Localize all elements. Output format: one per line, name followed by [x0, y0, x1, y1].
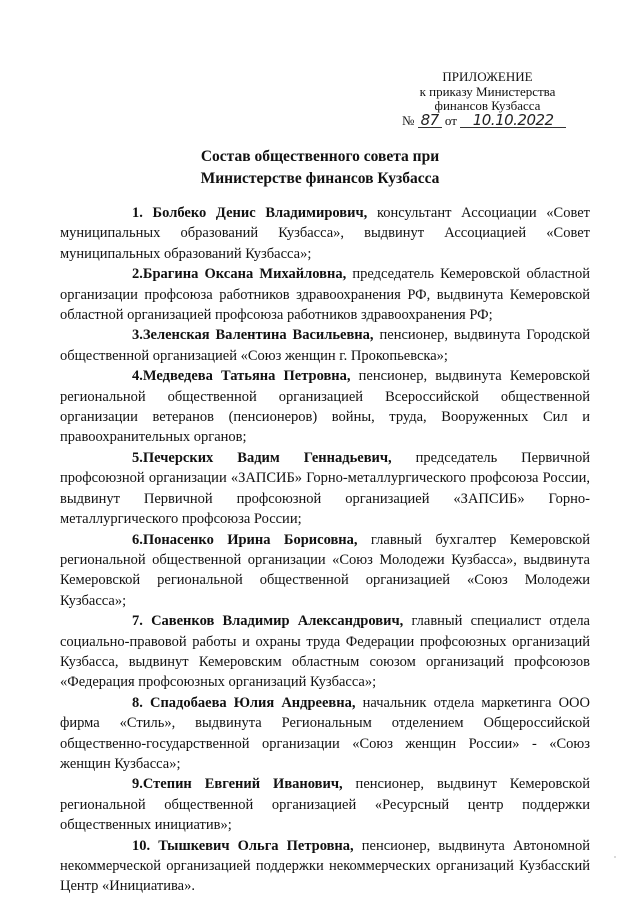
member-name: 3.Зеленская Валентина Васильевна,	[132, 327, 374, 344]
order-number-line	[402, 113, 602, 129]
list-item	[60, 530, 590, 612]
member-details: пенсионер, выдвинута Автономной некоммерческой организацией поддержки некоммерческих организаций Кузбасский Центр «Инициатива».	[60, 837, 590, 895]
member-name: 4.Медведева Татьяна Петровна,	[132, 368, 351, 385]
member-details: пенсионер, выдвинут Кемеровской региональной общественной организацией «Ресурсный центр поддержки общественных инициатив»;	[60, 776, 590, 834]
member-name: 2.Брагина Оксана Михайловна,	[132, 266, 347, 283]
member-details: консультант Ассоциации «Совет муниципальных образований Кузбасса», выдвинут Ассоциацией «Совет муниципальных образований Кузбасса»;	[60, 205, 590, 262]
order-number-handwritten: 87	[418, 113, 442, 128]
title-line-2: Министерстве финансов Кузбасса	[200, 170, 440, 187]
appendix-block	[380, 70, 595, 114]
member-name: 7. Савенков Владимир Александрович,	[132, 613, 404, 630]
member-details: председатель Кемеровской областной организации профсоюза работников здравоохранения РФ, выдвинута Кемеровской областной организацией профсоюза работников здравоохранения РФ;	[60, 266, 590, 324]
member-name: 8. Спадобаева Юлия Андреевна,	[132, 694, 356, 711]
member-name: 5.Печерских Вадим Геннадьевич,	[132, 449, 392, 466]
member-details: главный специалист отдела социально-правовой работы и охраны труда Федерации профсоюзных организаций Кузбасса, выдвинут Кемеровским областным союзом организаций профсоюзов «Федерация профсоюзных организаций Кузбасса»;	[60, 613, 590, 691]
list-item	[60, 836, 590, 897]
list-item	[60, 774, 590, 835]
from-label: от	[444, 113, 457, 128]
appendix-line-2: финансов Кузбасса	[434, 98, 541, 114]
appendix-line-1: к приказу Министерства	[419, 83, 556, 99]
member-details: главный бухгалтер Кемеровской региональной общественной организации «Союз Молодежи Кузбасса», выдвинута Кемеровской региональной общественной организацией «Союз Молодежи Кузбасса»;	[60, 531, 590, 609]
title-line-1: Состав общественного совета при	[200, 148, 440, 165]
member-name: 1. Болбеко Денис Владимирович,	[132, 205, 368, 221]
list-item	[60, 693, 590, 775]
document-title	[0, 146, 640, 190]
member-details: пенсионер, выдвинута Кемеровской региональной общественной организацией Всероссийской общественной организации ветеранов (пенсионеров) войны, труда, Вооруженных Сил и правоохранительных органов;	[60, 368, 591, 446]
appendix-title: ПРИЛОЖЕНИЕ	[442, 69, 533, 84]
member-name: 10. Тышкевич Ольга Петровна,	[132, 837, 354, 854]
list-item	[60, 203, 590, 264]
scan-artifact	[614, 856, 616, 858]
number-label: №	[402, 113, 415, 128]
member-name: 6.Понасенко Ирина Борисовна,	[132, 531, 358, 548]
order-date-handwritten: 10.10.2022	[460, 113, 566, 128]
member-details: председатель Первичной профсоюзной организации «ЗАПСИБ» Горно-металлургического профсоюза России, выдвинут Первичной профсоюзной организацией «ЗАПСИБ» Горно-металлургического профсоюза России;	[60, 449, 591, 528]
list-item	[60, 448, 590, 530]
list-item	[60, 264, 590, 325]
list-item	[60, 325, 590, 366]
list-item	[60, 366, 590, 448]
member-details: начальник отдела маркетинга ООО фирма «Стиль», выдвинута Региональным отделением Общероссийской общественно-государственной организации «Союз женщин России» - «Союз женщин Кузбасса»;	[60, 694, 590, 772]
members-list	[60, 203, 590, 897]
list-item	[60, 611, 590, 693]
member-details: пенсионер, выдвинута Городской общественной организацией «Союз женщин г. Прокопьевска»;	[60, 327, 590, 364]
member-name: 9.Степин Евгений Иванович,	[132, 776, 343, 793]
